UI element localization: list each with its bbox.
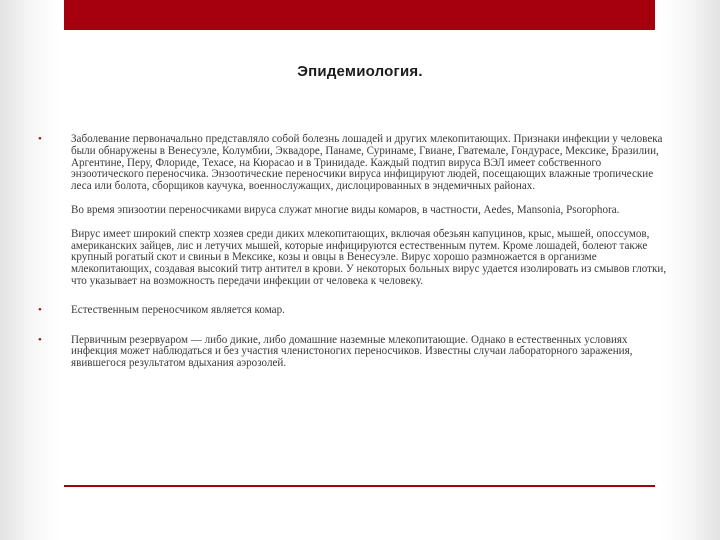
bottom-accent-rule	[64, 485, 655, 487]
bullet-text: Естественным переносчиком является комар.	[71, 303, 285, 316]
bullet-item	[38, 134, 670, 193]
bullet-dot-icon: •	[38, 303, 42, 316]
bullet-dot-icon: •	[38, 133, 42, 145]
paragraph: Вирус имеет широкий спектр хозяев среди диких млекопитающих, включая обезьян капуцинов, крыс, мышей, опоссумов, американских зайцев, лис и летучих мышей, которые инфицируются естественным путем. Кроме лошадей, болеют также крупный рогатый скот и свиньи в Мексике, козы и овцы в Венесуэле. Вирус хорошо размножается в организме млекопитающих, создавая высокий титр антител в крови. У некоторых больных вирус удается изолировать из смывов глотки, что указывает на возможность передачи инфекции от человека к человеку.	[71, 227, 667, 287]
slide-content	[38, 134, 670, 370]
bullet-dot-icon: •	[38, 333, 42, 346]
bullet-text: Первичным резервуаром — либо дикие, либо домашние наземные млекопитающие. Однако в естественных условиях инфекция может наблюдаться и без участия членистоногих переносчиков. Известны случаи лабораторного заражения, явившегося результатом вдыхания аэрозолей.	[71, 333, 633, 370]
bullet-item	[38, 335, 670, 370]
bullet-text: Заболевание первоначально представляло собой болезнь лошадей и других млекопитающих. Признаки инфекции у человека были обнаружены в Венесуэле, Колумбии, Эквадоре, Панаме, Суринаме, Гвиане, Гватемале, Гондурасе, Мексике, Бразилии, Аргентине, Перу, Флориде, Техасе, на Кюрасао и в Тринидаде. Каждый подтип вируса ВЭЛ имеет собственного энзоотического переносчика. Энзоотические переносчики вируса инфицируют людей, посещающих влажные тропические леса или болота, сборщиков каучука, военнослужащих, дислоцированных в эндемичных районах.	[71, 133, 663, 193]
paragraph: Во время эпизоотии переносчиками вируса служат многие виды комаров, в частности, Aedes, Mansonia, Psorophora.	[71, 203, 620, 216]
slide-title: Эпидемиология.	[297, 63, 423, 80]
bullet-item	[38, 305, 670, 317]
top-accent-band	[64, 0, 655, 30]
